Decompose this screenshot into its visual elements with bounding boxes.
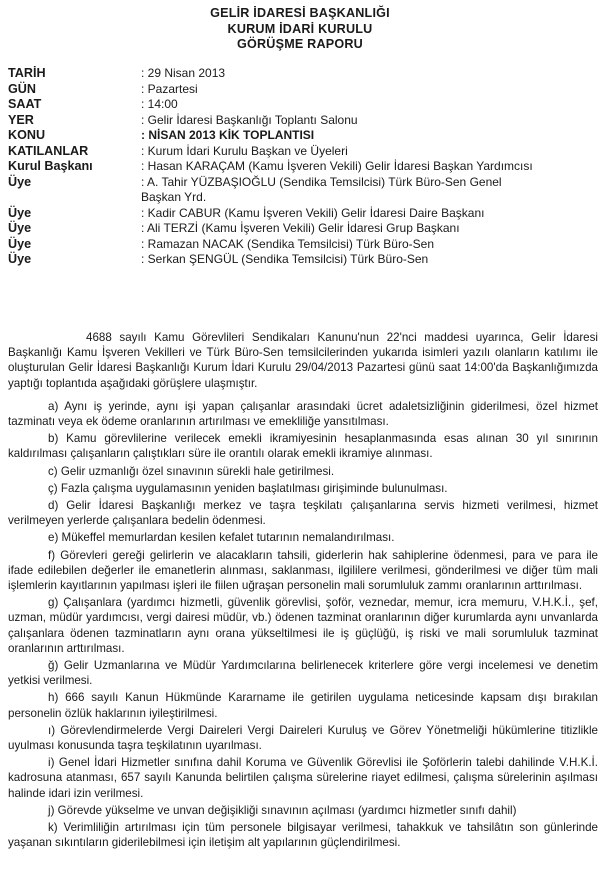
member-row <box>8 175 598 206</box>
member-label: Üye <box>8 174 32 189</box>
report-header <box>0 6 600 53</box>
subject-row <box>8 128 598 144</box>
member-label: Üye <box>8 236 32 251</box>
member-row <box>8 221 598 237</box>
item-d: d) Gelir İdaresi Başkanlığı merkez ve taşra teşkilatı çalışanlarına servis hizmeti verilmesi, hizmet verilmeyen yerlerde çalışanlara bedelin ödenmesi. <box>8 499 598 528</box>
item-f: f) Görevleri gereği gelirlerin ve alacakların tahsili, giderlerin hak sahiplerine ödenmesi, para ve para ile ifade edilebilen değerler ile emanetlerin alınması, saklanması, ilgililere verilmesi, gönderilmesi ve diğer tüm mali işlemlerin kayıtlarının yapılması işleri ile fiilen uğraşan personelin mali sorumluluk zammı oranlarının arttırılması. <box>8 548 598 593</box>
member-row <box>8 237 598 253</box>
item-h: h) 666 sayılı Kanun Hükmünde Kararname ile getirilen uygulama neticesinde kapsam dışı bırakılan personelin özlük haklarının iyileştirilmesi. <box>8 691 598 720</box>
member-value: : A. Tahir YÜZBAŞIOĞLU (Sendika Temsilcisi) Türk Büro-Sen Genel Başkan Yrd. <box>141 174 502 204</box>
chair-row <box>8 159 598 175</box>
member-value: : Ramazan NACAK (Sendika Temsilcisi) Türk Büro-Sen <box>141 236 434 251</box>
item-e: e) Mükeffel memurlardan kesilen kefalet tutarının nemalandırılması. <box>48 531 395 545</box>
item-b: b) Kamu görevlilerine verilecek emekli ikramiyesinin hesaplanmasında esas alınan 30 yıl sınırının kaldırılması çalışanların çalıştıkları süre ile orantılı olarak emekli ikramiye alınması. <box>8 432 598 461</box>
place-value: : Gelir İdaresi Başkanlığı Toplantı Salonu <box>141 112 358 127</box>
subject-label: KONU <box>8 128 46 142</box>
item-g-breve: ğ) Gelir Uzmanlarına ve Müdür Yardımcılarına belirlenecek kriterlere göre vergi incelemesi ve denetim yetkisi verilmesi. <box>8 659 598 688</box>
attendees-label: KATILANLAR <box>8 143 89 158</box>
item-a: a) Aynı iş yerinde, aynı işi yapan çalışanlar arasındaki ücret adaletsizliğinin giderilmesi, özel hizmet tazminatı veya ek ödeme oranlarının artırılması ve emekliliğe yansıtılması. <box>8 399 598 429</box>
meeting-details <box>8 66 598 268</box>
time-label: SAAT <box>8 97 42 111</box>
place-row <box>8 113 598 129</box>
subject-value: : NİSAN 2013 KİK TOPLANTISI <box>141 128 315 142</box>
board-title: KURUM İDARİ KURULU <box>227 21 373 36</box>
item-g: g) Çalışanlara (yardımcı hizmetli, güvenlik görevlisi, şoför, veznedar, memur, icra memuru, V.H.K.İ., şef, uzman, müdür yardımcısı, vergi dairesi müdür, vb.) ödenen tazminat oranlarının diğer kurumlarda aynı unvanlarda çalışanlara ödenen tazminatların aynı orana yükseltilmesi ile iş güçlüğü, iş riski ve mali sorumluluk tazminat oranlarının arttırılması. <box>8 596 598 655</box>
attendees-row <box>8 144 598 160</box>
day-row <box>8 82 598 98</box>
member-label: Üye <box>8 205 32 220</box>
attendees-value: : Kurum İdari Kurulu Başkan ve Üyeleri <box>141 143 348 158</box>
member-value: : Serkan ŞENGÜL (Sendika Temsilcisi) Türk Büro-Sen <box>141 252 429 266</box>
chair-label: Kurul Başkanı <box>8 159 93 173</box>
member-label: Üye <box>8 221 32 235</box>
item-j: j) Görevde yükselme ve unvan değişikliği sınavının açılması (yardımcı hizmetler sınıfı dahil) <box>48 803 517 817</box>
report-body <box>8 330 598 853</box>
report-title: GÖRÜŞME RAPORU <box>237 37 363 51</box>
item-c: c) Gelir uzmanlığı özel sınavının sürekli hale getirilmesi. <box>48 464 335 478</box>
day-value: : Pazartesi <box>141 81 198 96</box>
day-label: GÜN <box>8 81 36 96</box>
member-value: : Ali TERZİ (Kamu İşveren Vekili) Gelir İdaresi Grup Başkanı <box>141 221 460 235</box>
time-row <box>8 97 598 113</box>
intro-paragraph: 4688 sayılı Kamu Görevlileri Sendikaları Kanunu'nun 22'nci maddesi uyarınca, Gelir İdaresi Başkanlığı Kamu İşveren Vekilleri ve Türk Büro-Sen temsilcilerinden yukarıda isimleri yazılı olanların katılımı ile oluşturulan Gelir İdaresi Başkanlığı Kurum İdari Kurulu 29/04/2013 Pazartesi günü saat 14:00'da Başkanlığımızda yaptığı toplantıda aşağıdaki görüşlere ulaşmıştır. <box>8 331 598 390</box>
item-dotless-i: ı) Görevlendirmelerde Vergi Daireleri Vergi Daireleri Kuruluş ve Görev Yönetmeliği hükümlerine titizlikle uyulması konusunda taşra teşkilatının uyarılması. <box>8 723 598 753</box>
item-c-cedilla: ç) Fazla çalışma uygulamasının yeniden başlatılması girişiminde bulunulması. <box>48 481 448 495</box>
item-k: k) Verimliliğin artırılması için tüm personele bilgisayar verilmesi, tahakkuk ve tahsilâtın son günlerinde yaşanan sıkıntıların giderilebilmesi için iletişim alt yapılarının güçlendirilmesi. <box>8 821 598 850</box>
institution-title: GELİR İDARESİ BAŞKANLIĞI <box>210 6 390 20</box>
date-value: : 29 Nisan 2013 <box>141 66 226 80</box>
date-row <box>8 66 598 82</box>
place-label: YER <box>8 112 34 127</box>
chair-value: : Hasan KARAÇAM (Kamu İşveren Vekili) Gelir İdaresi Başkan Yardımcısı <box>141 159 533 173</box>
date-label: TARİH <box>8 66 46 80</box>
member-row <box>8 252 598 268</box>
time-value: : 14:00 <box>141 97 178 111</box>
item-i: i) Genel İdari Hizmetler sınıfına dahil Koruma ve Güvenlik Görevlisi ile Şoförlerin talebi dahilinde V.H.K.İ. kadrosuna atanması, 657 sayılı Kanunda belirtilen çalışma sürelerine riayet edilmesi, çalışma sürelerinin aşılması halinde idari izin verilmesi. <box>8 756 598 800</box>
member-label: Üye <box>8 252 32 266</box>
member-row <box>8 206 598 222</box>
member-value: : Kadir CABUR (Kamu İşveren Vekili) Gelir İdaresi Daire Başkanı <box>141 205 485 220</box>
